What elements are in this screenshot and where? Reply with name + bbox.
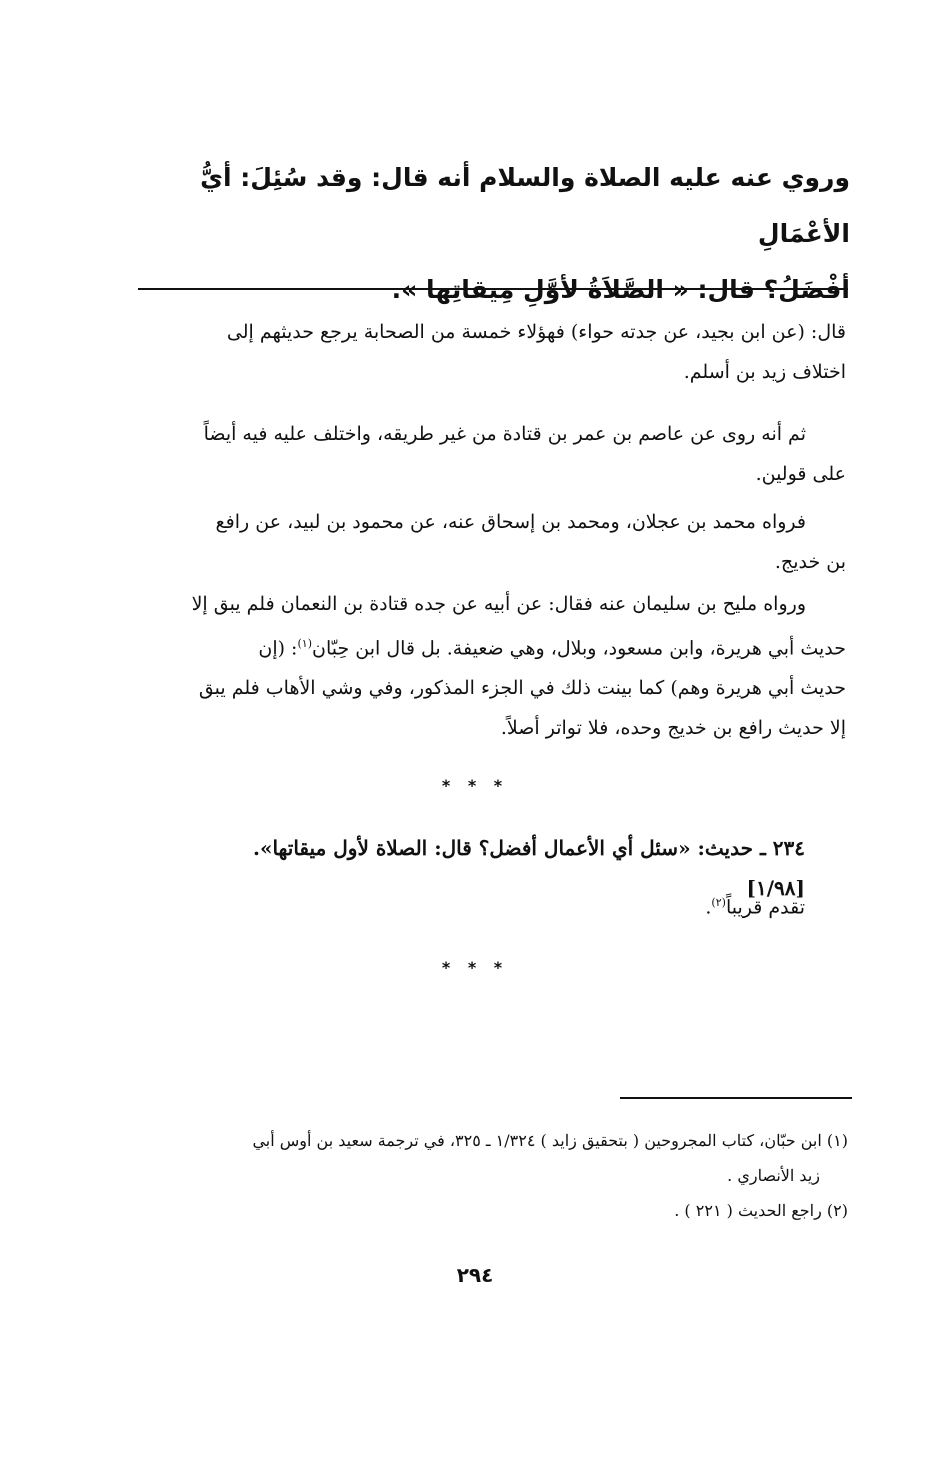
paragraph-1 — [128, 312, 846, 392]
section-separator: * * * — [441, 776, 509, 795]
text-segment: : (إن — [258, 637, 298, 660]
hadith-entry: ٢٣٤ ـ حديث: «سئل أي الأعمال أفضل؟ قال: الصلاة لأول ميقاتها». [١/٩٨] — [253, 836, 805, 900]
paragraph-4 — [128, 584, 846, 748]
section-separator: * * * — [441, 958, 509, 977]
footnotes — [128, 1123, 848, 1228]
text-line: إلا حديث رافع بن خديج وحده، فلا تواتر أصلاً. — [500, 717, 846, 740]
footnote-divider — [620, 1097, 852, 1099]
note-text: تقدم قريباً — [725, 896, 805, 919]
page-number: ٢٩٤ — [456, 1263, 494, 1287]
text-segment: حديث أبي هريرة، وابن مسعود، وبلال، وهي ضعيفة. بل قال ابن حِبّان — [311, 637, 846, 660]
text-line: ثم أنه روى عن عاصم بن عمر بن قتادة من غير طريقه، واختلف عليه فيه أيضاً — [203, 423, 806, 445]
text-line — [128, 624, 846, 668]
text-line: فرواه محمد بن عجلان، ومحمد بن إسحاق عنه، عن محمود بن لبيد، عن رافع — [215, 511, 806, 533]
footnote-ref: (١) — [297, 637, 312, 650]
text-line: قال: (عن ابن بجيد، عن جدته حواء) فهؤلاء خمسة من الصحابة يرجع حديثهم إلى — [226, 321, 846, 343]
hadith-note — [400, 883, 805, 927]
footnote-1-cont: زيد الأنصاري . — [727, 1166, 820, 1185]
footnote-1: (١) ابن حبّان، كتاب المجروحين ( بتحقيق زايد ) ١/٣٢٤ ـ ٣٢٥، في ترجمة سعيد بن أوس أبي — [252, 1131, 848, 1150]
footnote-ref: (٢) — [711, 896, 726, 909]
quote-line: أفْضَلُ؟ قال: « الصَّلاَةُ لأوَّلِ مِيقاتِها ». — [391, 275, 850, 304]
text-line: على قولين. — [755, 463, 846, 485]
main-text-divider — [138, 288, 848, 290]
text-line: حديث أبي هريرة وهم) كما بينت ذلك في الجزء المذكور، وفي وشي الأهاب فلم يبق — [198, 677, 846, 700]
paragraph-2 — [128, 414, 846, 494]
text-line: اختلاف زيد بن أسلم. — [683, 361, 846, 383]
footnote-2: (٢) راجع الحديث ( ٢٢١ ) . — [674, 1201, 848, 1220]
text-line: بن خديج. — [774, 551, 846, 573]
quote-line: وروي عنه عليه الصلاة والسلام أنه قال: وقد سُئِلَ: أيُّ الأعْمَالِ — [200, 163, 850, 248]
hadith-quote — [130, 150, 850, 318]
paragraph-3 — [128, 502, 846, 582]
note-end: . — [705, 896, 712, 919]
text-line: ورواه مليح بن سليمان عنه فقال: عن أبيه عن جده قتادة بن النعمان فلم يبق إلا — [191, 593, 806, 615]
